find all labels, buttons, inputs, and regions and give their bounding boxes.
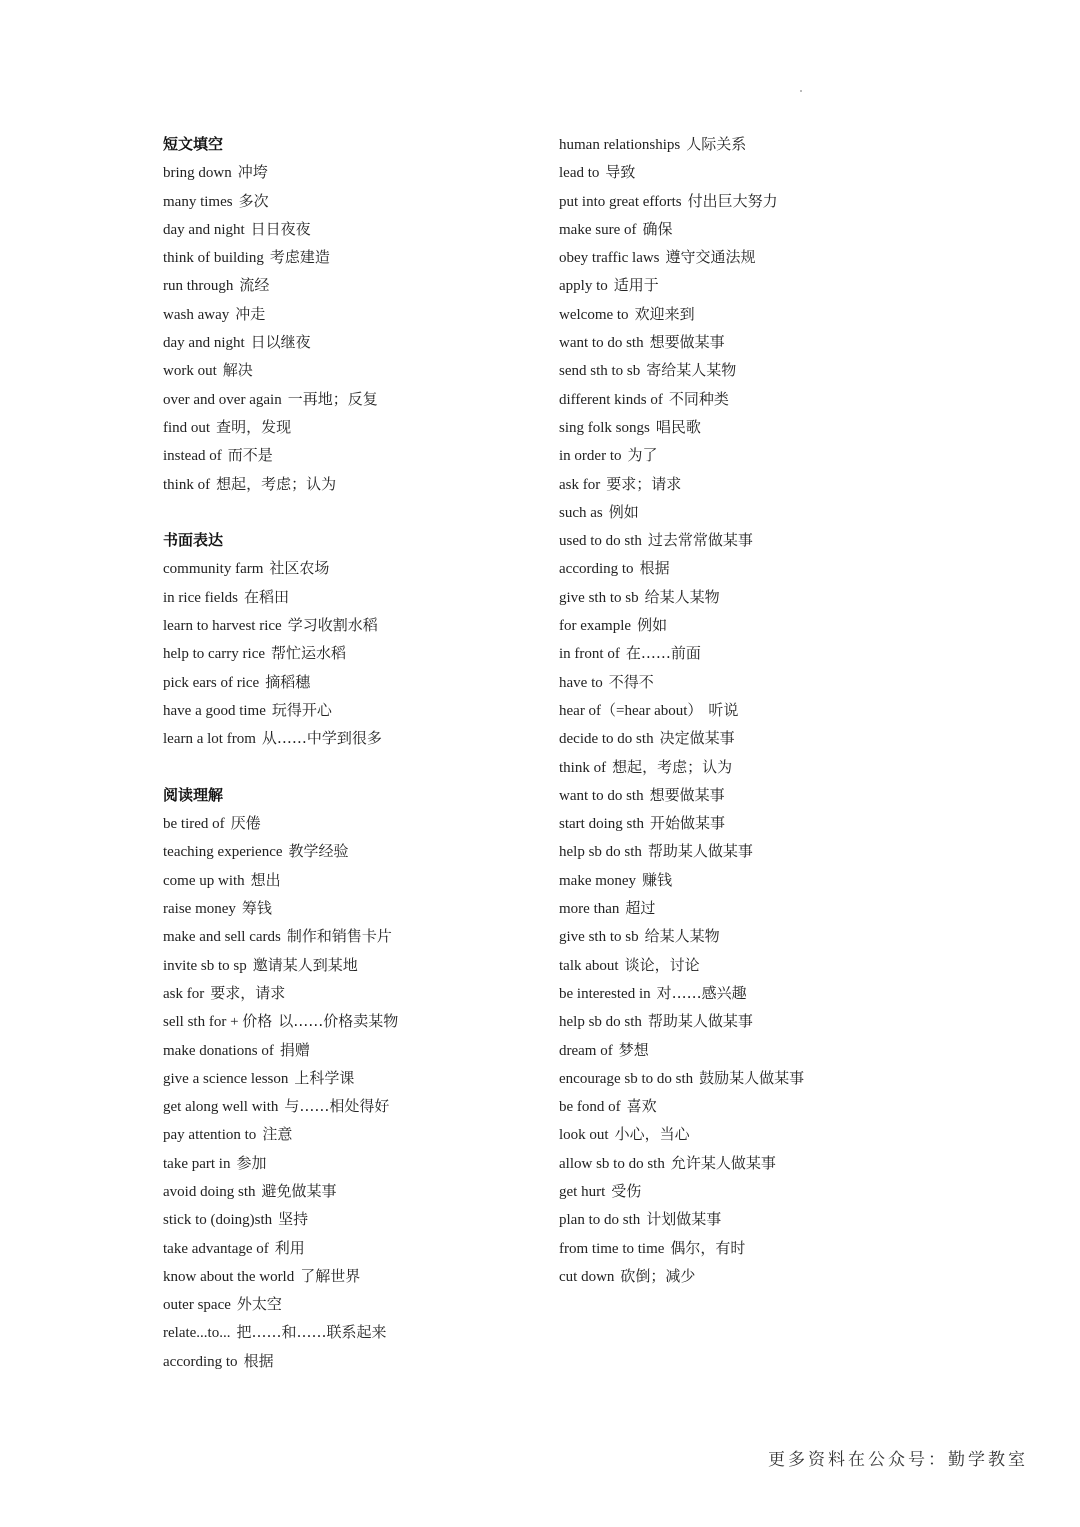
vocab-entry [559,1036,989,1064]
left-column [163,130,553,1375]
vocab-entry [559,583,989,611]
phrase-english: help sb do sth [559,844,642,861]
phrase-chinese: 捐赠 [279,1040,310,1059]
phrase-english: pick ears of rice [163,674,260,691]
phrase-chinese: 玩得开心 [271,700,332,719]
phrase-chinese: 坚持 [278,1210,309,1229]
vocab-entry [163,300,553,328]
phrase-english: work out [163,363,217,380]
vocab-entry [559,809,989,837]
phrase-english: day and night [163,221,245,238]
phrase-english: look out [559,1127,609,1144]
vocab-entry [559,300,989,328]
vocab-entry [559,922,989,950]
vocab-entry [163,215,553,243]
phrase-english: many times [163,193,233,210]
vocab-entry [163,724,553,752]
vocab-entry [559,724,989,752]
phrase-chinese: 根据 [243,1351,274,1370]
phrase-english: different kinds of [559,391,663,408]
phrase-english: according to [163,1353,238,1370]
vocab-entry [559,1064,989,1092]
vocab-entry [559,554,989,582]
phrase-chinese: 确保 [642,219,673,238]
vocab-entry [163,158,553,186]
phrase-chinese: 日日夜夜 [250,219,311,238]
phrase-english: relate...to... [163,1325,231,1342]
phrase-english: human relationships [559,137,681,153]
vocab-entry [559,753,989,781]
phrase-chinese: 想起，考虑；认为 [216,474,337,493]
vocab-entry [163,1149,553,1177]
phrase-chinese: 注意 [262,1125,293,1144]
phrase-chinese: 一再地；反复 [287,389,378,408]
phrase-chinese: 要求，请求 [210,983,286,1002]
vocab-entry [559,356,989,384]
phrase-english: community farm [163,561,264,578]
phrase-english: encourage sb to do sth [559,1070,694,1087]
vocab-entry [163,837,553,865]
phrase-chinese: 而不是 [227,446,273,465]
vocab-entry [163,809,553,837]
phrase-english: take advantage of [163,1240,269,1257]
phrase-english: start doing sth [559,816,644,833]
phrase-english: know about the world [163,1268,295,1285]
phrase-english: in order to [559,448,622,465]
vocab-entry [559,470,989,498]
phrase-chinese: 制作和销售卡片 [286,927,392,946]
phrase-chinese: 开始做某事 [650,814,726,833]
phrase-chinese: 谈论，讨论 [624,955,700,974]
phrase-english: help to carry rice [163,646,266,663]
phrase-english: raise money [163,901,236,918]
vocab-entry [163,951,553,979]
phrase-english: be tired of [163,816,225,833]
phrase-english: from time to time [559,1240,665,1257]
vocab-entry [559,130,989,158]
phrase-english: day and night [163,335,245,352]
phrase-chinese: 从……中学到很多 [261,729,382,748]
vocab-entry [163,894,553,922]
phrase-chinese: 适用于 [613,276,659,295]
vocab-entry [163,1262,553,1290]
phrase-english: send sth to sb [559,363,641,380]
vocab-entry [559,1120,989,1148]
phrase-chinese: 砍倒；减少 [620,1266,696,1285]
vocab-entry [559,979,989,1007]
phrase-english: wash away [163,306,230,323]
phrase-english: put into great efforts [559,193,682,210]
vocab-entry [163,1347,553,1375]
phrase-chinese: 冲走 [235,304,266,323]
phrase-chinese: 付出巨大努力 [687,191,778,210]
phrase-chinese: 不得不 [608,672,654,691]
phrase-english: teaching experience [163,844,283,861]
phrase-chinese: 导致 [605,163,636,182]
vocab-entry [163,271,553,299]
phrase-chinese: 厌倦 [230,814,261,833]
vocab-entry [163,328,553,356]
phrase-chinese: 想起，考虑；认为 [612,757,733,776]
vocab-entry [163,696,553,724]
phrase-chinese: 把……和……联系起来 [236,1323,387,1342]
vocab-entry [163,1234,553,1262]
phrase-chinese: 想要做某事 [649,785,725,804]
section-gap [163,498,553,526]
phrase-chinese: 遵守交通法规 [665,248,756,267]
phrase-english: cut down [559,1268,615,1285]
phrase-english: decide to do sth [559,731,654,748]
phrase-chinese: 偶尔，有时 [670,1238,746,1257]
phrase-english: avoid doing sth [163,1183,256,1200]
phrase-english: think of [559,759,607,776]
phrase-chinese: 帮助某人做某事 [647,842,753,861]
phrase-english: apply to [559,278,608,295]
phrase-chinese: 根据 [639,559,670,578]
phrase-chinese: 多次 [238,191,269,210]
vocab-entry [559,328,989,356]
vocab-entry [163,1092,553,1120]
phrase-english: bring down [163,165,232,182]
vocab-entry [559,526,989,554]
vocab-entry [559,1205,989,1233]
vocab-entry [163,611,553,639]
vocab-entry [163,668,553,696]
phrase-chinese: 受伤 [611,1181,642,1200]
vocab-entry [163,243,553,271]
phrase-english: help sb do sth [559,1014,642,1031]
phrase-english: over and over again [163,391,282,408]
phrase-chinese: 与……相处得好 [284,1097,390,1116]
vocab-entry [163,583,553,611]
vocab-entry [559,1007,989,1035]
phrase-chinese: 日以继夜 [250,333,311,352]
vocab-entry [163,385,553,413]
phrase-chinese: 过去常常做某事 [647,531,753,550]
vocab-entry [163,1290,553,1318]
phrase-english: want to do sth [559,335,644,352]
vocab-entry [559,1177,989,1205]
phrase-english: invite sb to sp [163,957,247,974]
phrase-english: find out [163,419,211,436]
phrase-chinese: 邀请某人到某地 [252,955,358,974]
vocab-entry [559,1149,989,1177]
phrase-chinese: 想出 [250,870,281,889]
phrase-english: instead of [163,448,222,465]
phrase-chinese: 冲垮 [237,163,268,182]
vocab-entry [559,1262,989,1290]
phrase-chinese: 查明，发现 [216,417,292,436]
phrase-english: think of [163,476,211,493]
phrase-english: ask for [559,476,601,493]
phrase-english: dream of [559,1042,613,1059]
phrase-english: make and sell cards [163,929,281,946]
phrase-chinese: 避免做某事 [261,1181,337,1200]
phrase-chinese: 流经 [239,276,270,295]
right-column [559,130,989,1290]
phrase-english: according to [559,561,634,578]
vocab-entry [559,498,989,526]
phrase-chinese: 例如 [608,502,639,521]
phrase-english: make donations of [163,1042,274,1059]
vocab-entry [163,554,553,582]
phrase-chinese: 喜欢 [626,1097,657,1116]
vocab-entry [559,441,989,469]
phrase-chinese: 唱民歌 [655,417,701,436]
phrase-english: have a good time [163,702,266,719]
vocab-entry [559,894,989,922]
phrase-english: make money [559,872,637,889]
phrase-chinese: 想要做某事 [649,333,725,352]
vocab-entry [163,1064,553,1092]
vocab-entry [559,187,989,215]
scan-speck [800,90,802,92]
phrase-chinese: 为了 [627,446,658,465]
phrase-english: for example [559,618,632,635]
vocab-entry [163,1205,553,1233]
vocab-entry [559,385,989,413]
phrase-english: give sth to sb [559,589,639,606]
phrase-english: in rice fields [163,589,238,606]
phrase-chinese: 帮忙运水稻 [271,644,347,663]
phrase-english: pay attention to [163,1127,257,1144]
phrase-english: sing folk songs [559,419,650,436]
phrase-english: be fond of [559,1099,621,1116]
phrase-chinese: 学习收割水稻 [287,616,378,635]
phrase-english: outer space [163,1297,231,1314]
phrase-chinese: 上科学课 [294,1068,355,1087]
phrase-chinese: 筹钱 [241,899,272,918]
phrase-english: sell sth for + 价格 [163,1014,273,1031]
phrase-english: more than [559,901,620,918]
phrase-chinese: 考虑建造 [269,248,330,267]
phrase-chinese: 在稻田 [243,587,289,606]
phrase-chinese: 寄给某人某物 [646,361,737,380]
phrase-chinese: 参加 [236,1153,267,1172]
vocab-entry [559,243,989,271]
section-gap [163,753,553,781]
phrase-chinese: 听说 [708,700,739,719]
vocab-entry [559,639,989,667]
phrase-english: have to [559,674,603,691]
vocab-entry [163,1318,553,1346]
phrase-chinese: 不同种类 [668,389,729,408]
vocab-entry [559,1092,989,1120]
vocab-entry [559,215,989,243]
vocab-entry [163,356,553,384]
phrase-english: welcome to [559,306,629,323]
phrase-chinese: 欢迎来到 [634,304,695,323]
vocab-entry [163,1177,553,1205]
footer-note: 更多资料在公众号：勤学教室 [768,1450,1028,1470]
phrase-chinese: 外太空 [236,1295,282,1314]
phrase-chinese: 摘稻穗 [265,672,311,691]
vocab-entry [559,1234,989,1262]
vocab-entry [559,611,989,639]
phrase-english: get hurt [559,1183,606,1200]
phrase-english: learn to harvest rice [163,618,282,635]
phrase-english: ask for [163,985,205,1002]
phrase-chinese: 解决 [222,361,253,380]
phrase-chinese: 要求；请求 [606,474,682,493]
phrase-chinese: 在……前面 [625,644,701,663]
phrase-chinese: 计划做某事 [646,1210,722,1229]
vocab-entry [163,979,553,1007]
section-heading: 短文填空 [163,135,224,153]
vocab-entry [559,668,989,696]
phrase-chinese: 以……价格卖某物 [278,1012,399,1031]
vocab-entry [163,441,553,469]
vocab-entry [559,271,989,299]
phrase-english: come up with [163,872,245,889]
phrase-english: be interested in [559,985,651,1002]
phrase-english: give a science lesson [163,1070,289,1087]
phrase-english: hear of（=hear about） [559,702,703,719]
phrase-english: used to do sth [559,533,642,550]
vocab-entry [163,922,553,950]
vocab-entry [559,413,989,441]
phrase-english: take part in [163,1155,231,1172]
section-heading: 书面表达 [163,531,224,550]
vocab-entry [559,951,989,979]
phrase-chinese: 梦想 [618,1040,649,1059]
phrase-chinese: 社区农场 [269,559,330,578]
phrase-english: allow sb to do sth [559,1155,665,1172]
phrase-chinese: 赚钱 [642,870,673,889]
vocab-entry [559,158,989,186]
phrase-english: obey traffic laws [559,250,660,267]
phrase-chinese: 决定做某事 [659,729,735,748]
phrase-chinese: 对……感兴趣 [656,983,747,1002]
phrase-english: want to do sth [559,787,644,804]
phrase-english: in front of [559,646,620,663]
vocab-entry [163,187,553,215]
phrase-english: give sth to sb [559,929,639,946]
phrase-english: plan to do sth [559,1212,641,1229]
phrase-english: get along well with [163,1099,279,1116]
phrase-chinese: 鼓励某人做某事 [699,1068,805,1087]
phrase-english: think of building [163,250,264,267]
section-heading: 阅读理解 [163,785,224,804]
vocab-entry [163,639,553,667]
vocab-entry [163,1036,553,1064]
phrase-chinese: 教学经验 [288,842,349,861]
phrase-english: stick to (doing)sth [163,1212,273,1229]
phrase-chinese: 小心，当心 [614,1125,690,1144]
phrase-english: make sure of [559,221,637,238]
vocab-entry [163,470,553,498]
phrase-english: talk about [559,957,619,974]
vocab-entry [559,781,989,809]
vocab-entry [163,1120,553,1148]
vocab-entry [163,413,553,441]
phrase-chinese: 超过 [625,899,656,918]
phrase-chinese: 人际关系 [686,135,747,153]
phrase-chinese: 给某人某物 [644,927,720,946]
vocab-entry [163,1007,553,1035]
vocab-entry [559,837,989,865]
phrase-english: such as [559,504,603,521]
phrase-chinese: 了解世界 [300,1266,361,1285]
phrase-english: lead to [559,165,600,182]
phrase-chinese: 允许某人做某事 [670,1153,776,1172]
phrase-chinese: 帮助某人做某事 [647,1012,753,1031]
phrase-english: run through [163,278,234,295]
vocab-entry [559,696,989,724]
phrase-chinese: 例如 [637,616,668,635]
phrase-chinese: 利用 [274,1238,305,1257]
phrase-chinese: 给某人某物 [644,587,720,606]
vocab-entry [163,866,553,894]
phrase-english: learn a lot from [163,731,256,748]
vocab-entry [559,866,989,894]
